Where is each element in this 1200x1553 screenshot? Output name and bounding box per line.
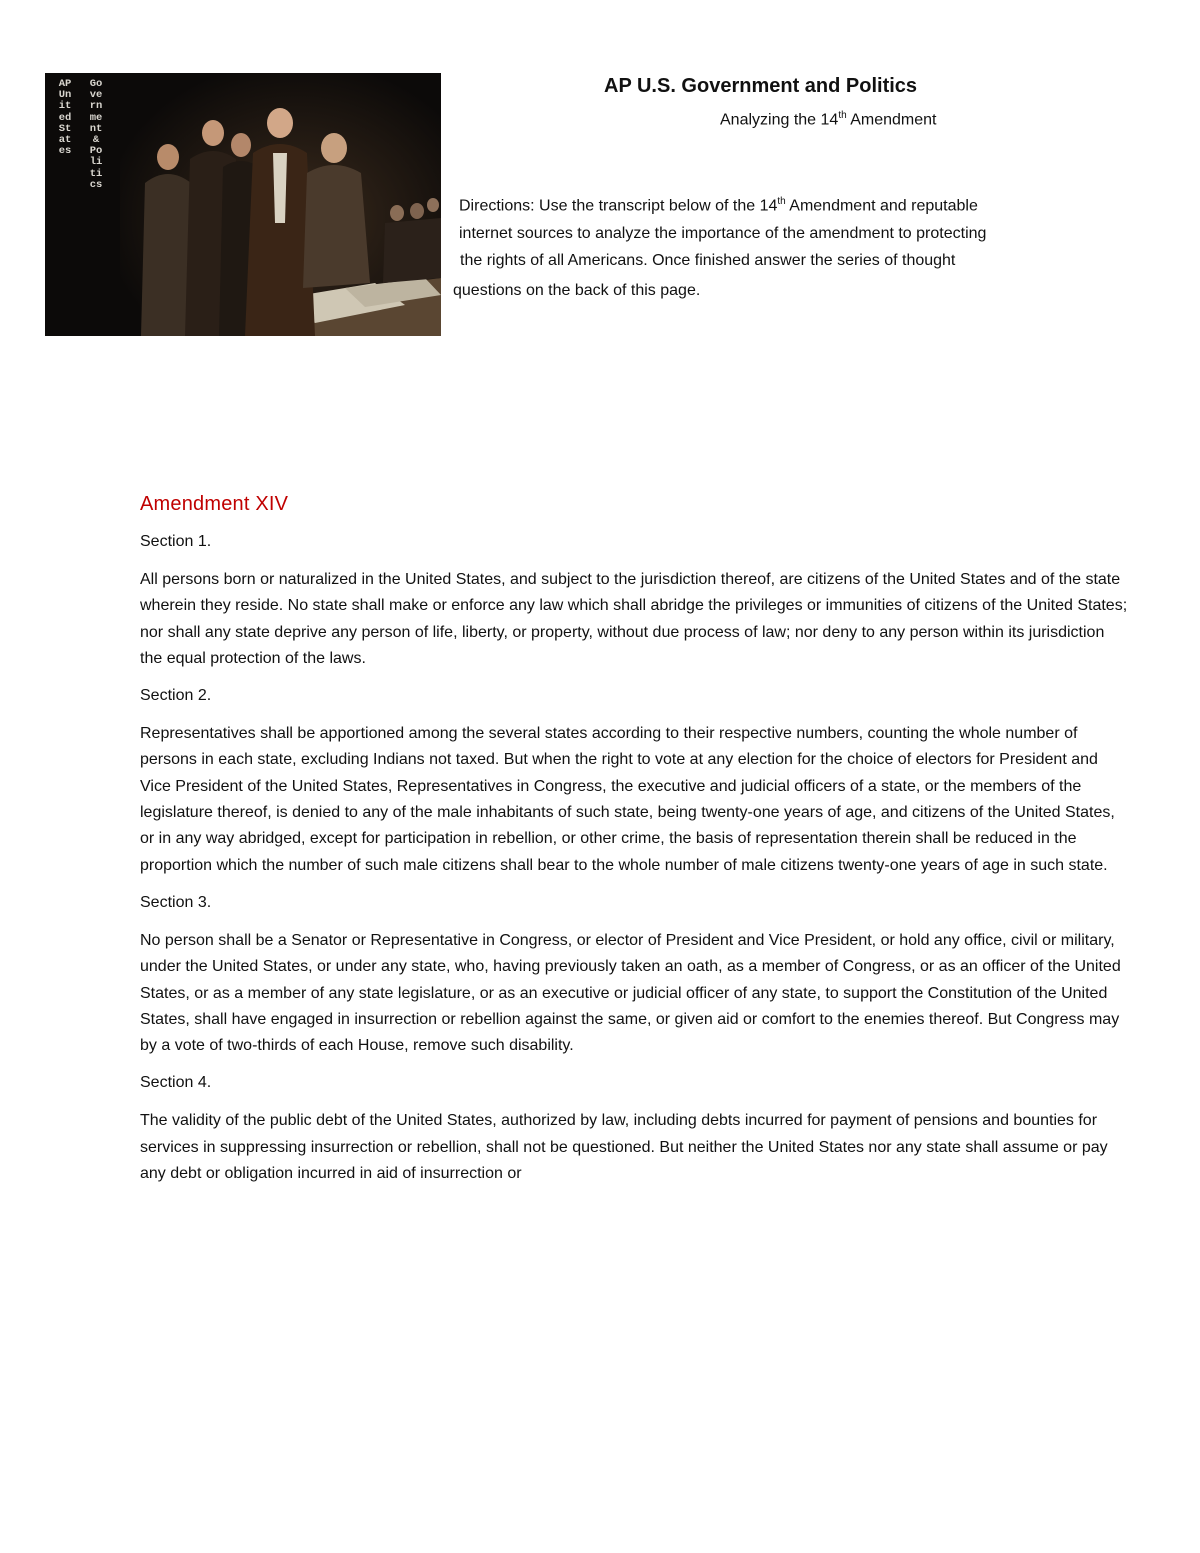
amendment-title: Amendment XIV	[140, 493, 289, 515]
directions-line-1-end: Amendment and reputable	[785, 197, 978, 215]
section-4-label: Section 4.	[140, 1074, 212, 1092]
section-4-text: The validity of the public debt of the United States, authorized by law, including debts incurred for payment of pensions and bounties for services in suppressing insurrection or rebellion, shall not be questioned. But neither the United States nor any state shall assume or pay any debt or obligation incurred in aid of insurrection or	[140, 1112, 1108, 1183]
directions-line-1	[459, 196, 978, 215]
directions-line-1-text: Directions: Use the transcript below of the 14	[459, 197, 778, 215]
section-3-label: Section 3.	[140, 893, 212, 911]
banner-vertical-text-left: AP United States	[58, 78, 78, 158]
directions-line-4: questions on the back of this page.	[453, 282, 701, 299]
section-2-label: Section 2.	[140, 687, 212, 705]
directions-superscript: th	[777, 196, 786, 207]
page-title: AP U.S. Government and Politics	[604, 75, 918, 97]
subtitle-superscript: th	[838, 110, 847, 121]
banner-vertical-text-right: Government & Politics	[89, 78, 109, 191]
section-1-text: All persons born or naturalized in the United States, and subject to the jurisdiction thereof, are citizens of the United States and of the state wherein they reside. No state shall make or enforce any law which shall abridge the privileges or immunities of citizens of the United States; nor shall any state deprive any person of life, liberty, or property, without due process of law; nor deny to any person within its jurisdiction the equal protection of the laws.	[140, 571, 1128, 667]
section-1-label: Section 1.	[140, 533, 212, 550]
amendment-content	[140, 493, 1130, 1200]
section-3-text: No person shall be a Senator or Representative in Congress, or elector of President and Vice President, or hold any office, civil or military, under the United States, or under any state, who, having previously taken an oath, as a member of Congress, or as an officer of the United States, or as a member of any state legislature, or as an executive or judicial officer of any state, to support the Constitution of the United States, shall have engaged in insurrection or rebellion against the same, or given aid or comfort to the enemies thereof. But Congress may by a vote of two-thirds of each House, remove such disability.	[140, 931, 1121, 1055]
page-subtitle	[720, 110, 936, 129]
subtitle-text-end: Amendment	[846, 111, 937, 129]
directions-line-2: internet sources to analyze the importance of the amendment to protecting	[459, 225, 987, 242]
course-banner-image	[45, 73, 441, 336]
directions-line-3: the rights of all Americans. Once finished answer the series of thought	[460, 252, 956, 269]
subtitle-text: Analyzing the 14	[720, 111, 839, 129]
section-2-text: Representatives shall be apportioned among the several states according to their respective numbers, counting the whole number of persons in each state, excluding Indians not taxed. But when the right to vote at any election for the choice of electors for President and Vice President of the United States, Representatives in Congress, the executive and judicial officers of a state, or the members of the legislature thereof, is denied to any of the male inhabitants of such state, being twenty-one years of age, and citizens of the United States, or in any way abridged, except for participation in rebellion, or other crime, the basis of representation therein shall be reduced in the proportion which the number of such male citizens shall bear to the whole number of male citizens twenty-one years of age in such state.	[140, 725, 1115, 874]
